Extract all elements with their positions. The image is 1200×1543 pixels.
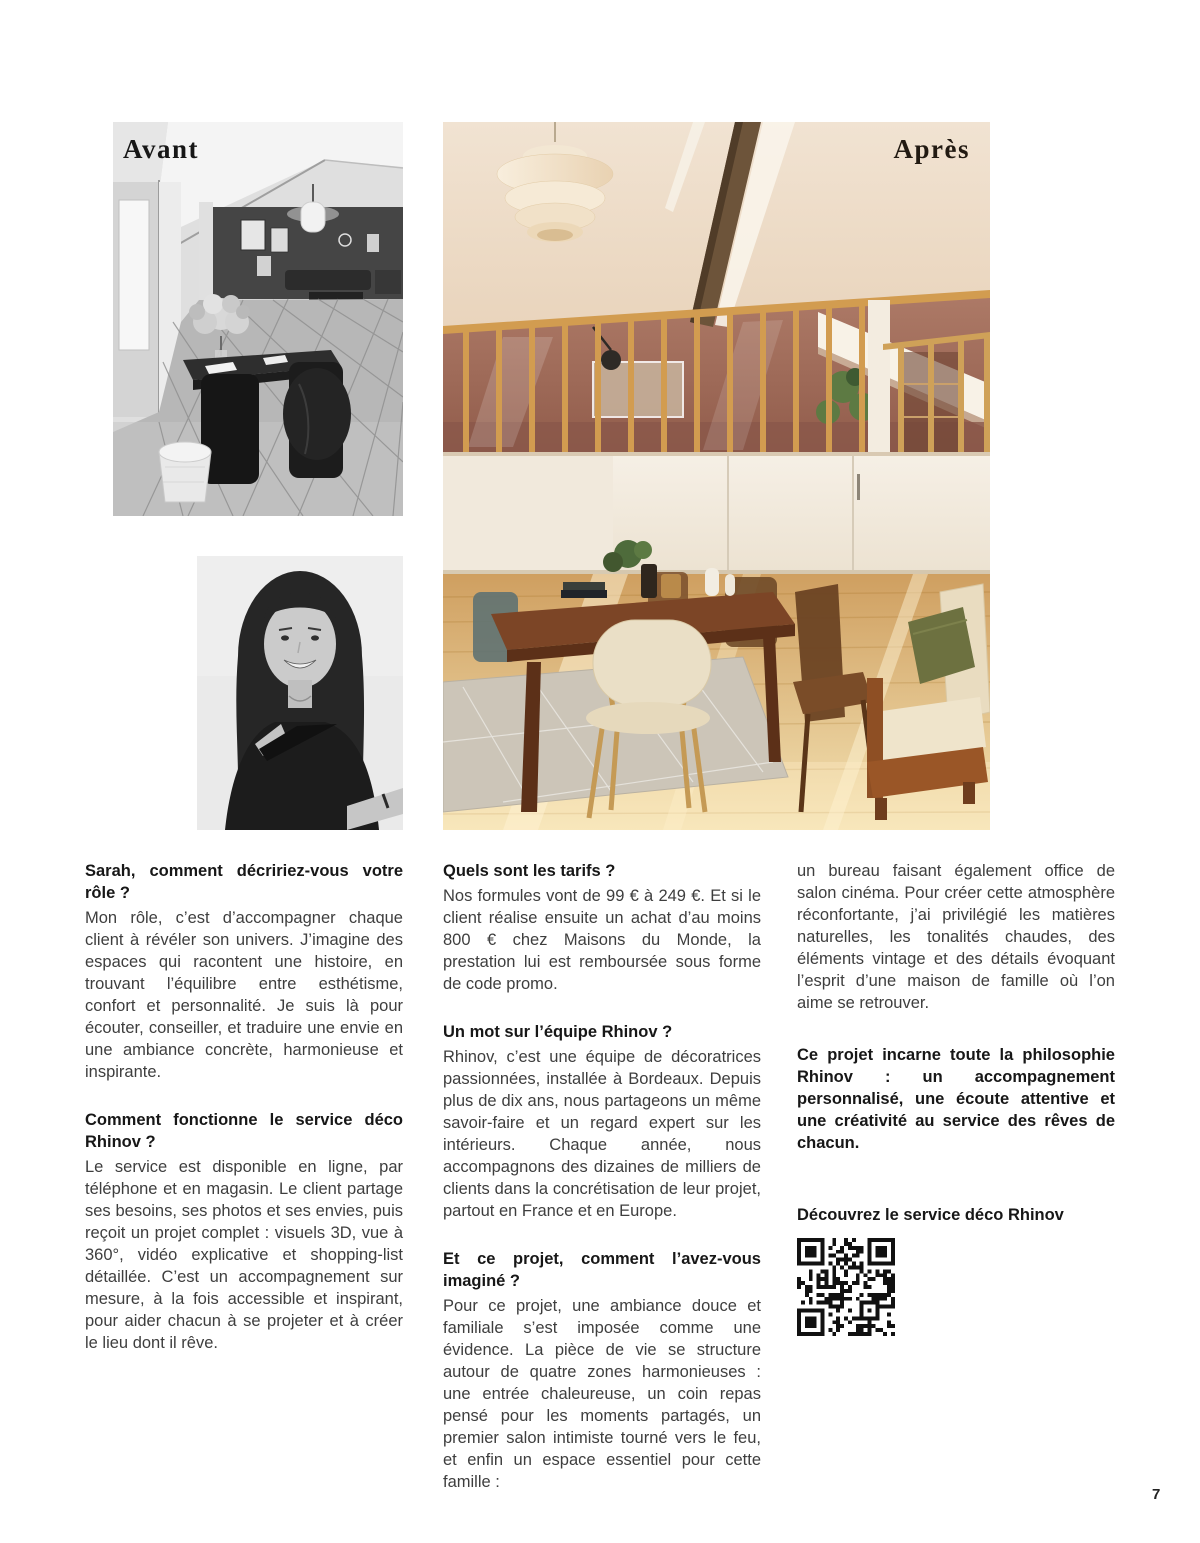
- article-column-2: [443, 860, 761, 1519]
- cabinet-handle: [857, 474, 860, 500]
- after-photo: [443, 122, 990, 830]
- question-role: Sarah, comment décririez-vous votre rôle ?: [85, 862, 403, 902]
- before-photo: [113, 122, 403, 516]
- portrait-photo: [197, 556, 403, 830]
- answer-service: Le service est disponible en ligne, par téléphone et en magasin. Le client partage ses besoins, ses photos et ses envies, puis reçoit un projet complet : visuels 3D, vue à 360°, vidéo explicative et shopping-list détaillée. C’est un accompagnement sur mesure, à la fois accessible et inspirant, pour aider chacun à se projeter et à créer le lieu dont il rêve.: [85, 1158, 403, 1352]
- rhinov-qr-code: [797, 1238, 895, 1336]
- portrait-scene: [197, 556, 403, 830]
- answer-equipe: Rhinov, c’est une équipe de décoratrices passionnées, installée à Bordeaux. Depuis plus de dix ans, nous partageons un même savoir-faire et un regard expert sur les intérieurs. Chaque année, nous accompagnons des dizaines de milliers de clients dans la concrétisation de leur projet, partout en France et en Europe.: [443, 1048, 761, 1220]
- qr-caption: Découvrez le service déco Rhinov: [797, 1206, 1064, 1224]
- article-column-1: [85, 860, 403, 1380]
- question-equipe: Un mot sur l’équipe Rhinov ?: [443, 1023, 673, 1041]
- answer-projet-continued: un bureau faisant également office de salon cinéma. Pour créer cette atmosphère réconfortante, j’ai privilégié les matières naturelles, les tonalités chaudes, des éléments vintage et des détails évoquant l’esprit d’une maison de famille où l’on aime se retrouver.: [797, 862, 1115, 1012]
- article-column-3: [797, 860, 1115, 1336]
- question-service: Comment fonctionne le service déco Rhinov ?: [85, 1111, 403, 1151]
- after-photo-scene: [443, 122, 990, 830]
- basket: [159, 442, 211, 502]
- philosophy-paragraph: Ce projet incarne toute la philosophie Rhinov : un accompagnement personnalisé, une écoute attentive et une créativité au service des rêves de chacun.: [797, 1046, 1115, 1152]
- answer-projet: Pour ce projet, une ambiance douce et familiale s’est imposée comme une évidence. La pièce de vie se structure autour de quatre zones harmonieuses : une entrée chaleureuse, un coin repas pensé pour les moments partagés, un premier salon intimiste tourné vers le feu, et enfin un espace essentiel pour cette famille :: [443, 1297, 761, 1491]
- answer-role: Mon rôle, c’est d’accompagner chaque client à révéler son univers. J’imagine des espaces qui racontent une histoire, en trouvant l’équilibre entre esthétisme, confort et personnalité. Je suis là pour écouter, conseiller, et traduire une envie en une ambiance concrète, harmonieuse et inspirante.: [85, 909, 403, 1081]
- question-projet: Et ce projet, comment l’avez-vous imaginé ?: [443, 1250, 761, 1290]
- page-number: 7: [1152, 1486, 1161, 1503]
- qr-code-icon: [797, 1238, 895, 1336]
- before-label: Avant: [123, 134, 200, 164]
- question-tarifs: Quels sont les tarifs ?: [443, 862, 616, 880]
- floor-lamp: [601, 350, 621, 370]
- after-label: Après: [893, 134, 970, 164]
- before-photo-scene: [113, 122, 403, 516]
- answer-tarifs: Nos formules vont de 99 € à 249 €. Et si le client réalise ensuite un achat d’au moins 800 € chez Maisons du Monde, la prestation lui est remboursée sous forme de code promo.: [443, 887, 761, 993]
